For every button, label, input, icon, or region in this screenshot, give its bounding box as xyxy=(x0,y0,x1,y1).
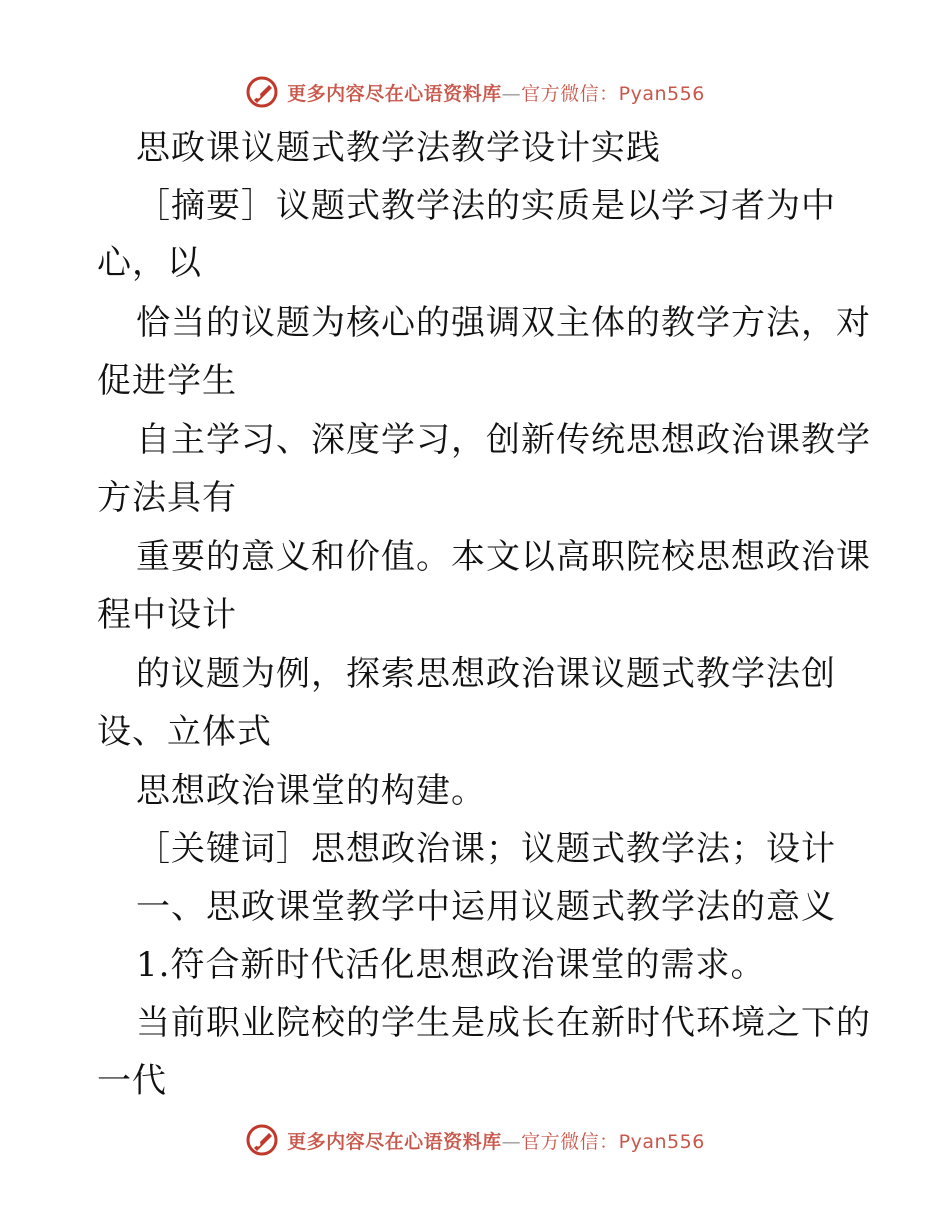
watermark-contact: 官方微信：Pyan556 xyxy=(521,82,705,105)
watermark-header xyxy=(0,72,950,112)
watermark-separator: — xyxy=(501,1130,522,1153)
pen-logo-icon xyxy=(245,75,279,109)
text-line: 促进学生 xyxy=(97,361,237,401)
pen-logo-icon xyxy=(245,1123,279,1157)
text-line: 当前职业院校的学生是成长在新时代环境之下的 xyxy=(136,1003,871,1043)
text-line: ［摘要］议题式教学法的实质是以学习者为中 xyxy=(136,186,836,226)
document-title: 思政课议题式教学法教学设计实践 xyxy=(136,128,661,168)
text-line: 设、立体式 xyxy=(97,712,272,752)
text-line: 的议题为例，探索思想政治课议题式教学法创 xyxy=(136,654,836,694)
text-line: 程中设计 xyxy=(97,595,237,635)
watermark-separator: — xyxy=(501,82,522,105)
text-line: 自主学习、深度学习，创新传统思想政治课教学 xyxy=(136,420,871,460)
watermark-footer xyxy=(0,1120,950,1160)
subsection-heading: 1.符合新时代活化思想政治课堂的需求。 xyxy=(136,945,766,985)
text-line: 方法具有 xyxy=(97,478,237,518)
watermark-brand: 更多内容尽在心语资料库 xyxy=(287,1130,502,1153)
watermark-text xyxy=(287,1127,705,1154)
text-line: 恰当的议题为核心的强调双主体的教学方法，对 xyxy=(136,303,871,343)
text-line: 重要的意义和价值。本文以高职院校思想政治课 xyxy=(136,537,871,577)
watermark-contact: 官方微信：Pyan556 xyxy=(521,1130,705,1153)
text-line: 心，以 xyxy=(97,243,202,283)
text-line: 思想政治课堂的构建。 xyxy=(136,771,486,811)
watermark-brand: 更多内容尽在心语资料库 xyxy=(287,82,502,105)
section-heading: 一、思政课堂教学中运用议题式教学法的意义 xyxy=(136,887,836,927)
text-line: 一代 xyxy=(97,1061,167,1101)
watermark-text xyxy=(287,79,705,106)
keywords-line: ［关键词］思想政治课；议题式教学法；设计 xyxy=(136,829,836,869)
